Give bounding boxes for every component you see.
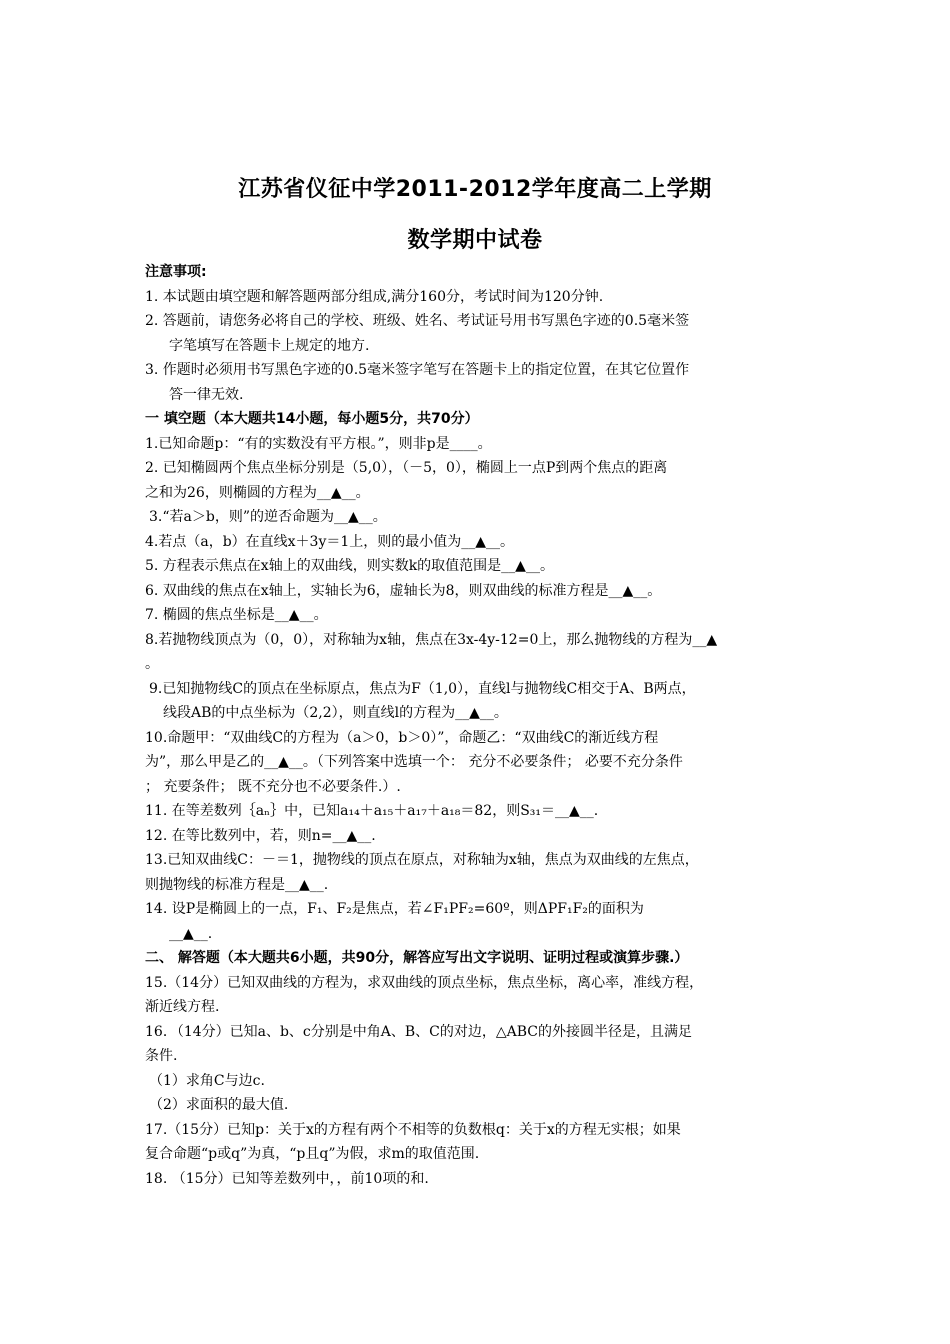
question-10: 10.命题甲：“双曲线C的方程为（a＞0，b＞0）”，命题乙：“双曲线C的渐近线方程 <box>145 729 659 746</box>
question-12: 12. 在等比数列中，若，则n=__▲__. <box>145 827 376 844</box>
question-11: 11. 在等差数列｛aₙ｝中，已知a₁₄＋a₁₅＋a₁₇＋a₁₈＝82，则S₃₁＝__▲__. <box>145 803 599 819</box>
problem-16-part-1: （1）求角C与边c. <box>149 1072 265 1089</box>
question-2-cont: 之和为26，则椭圆的方程为__▲__。 <box>145 484 370 501</box>
exam-subtitle: 数学期中试卷 <box>407 228 543 253</box>
question-14-cont: __▲__. <box>169 925 213 942</box>
question-14: 14. 设P是椭圆上的一点，F₁、F₂是焦点，若∠F₁PF₂=60º，则ΔPF₁F₂的面积为 <box>145 901 644 917</box>
question-4: 4.若点（a，b）在直线x＋3y＝1上，则的最小值为__▲__。 <box>145 533 515 550</box>
question-13-cont: 则抛物线的标准方程是__▲__. <box>145 876 329 893</box>
problem-17: 17.（15分）已知p：关于x的方程有两个不相等的负数根q：关于x的方程无实根；如果 <box>145 1121 681 1138</box>
question-7: 7. 椭圆的焦点坐标是__▲__。 <box>145 607 328 623</box>
problem-16-cont: 条件. <box>145 1048 178 1064</box>
question-2: 2. 已知椭圆两个焦点坐标分别是（5,0），（－5，0），椭圆上一点P到两个焦点的距离 <box>145 460 668 476</box>
exam-body <box>145 260 815 1191</box>
note-2-cont: 字笔填写在答题卡上规定的地方. <box>169 337 370 354</box>
note-2: 2. 答题前，请您务必将自己的学校、班级、姓名、考试证号用书写黑色字迹的0.5毫米签 <box>145 313 690 329</box>
note-1: 1. 本试题由填空题和解答题两部分组成,满分160分，考试时间为120分钟. <box>145 288 604 305</box>
question-10-cont-2: ； 充要条件； 既不充分也不必要条件.）. <box>145 778 401 795</box>
section-1-heading: 一 填空题（本大题共14小题，每小题5分，共70分） <box>145 411 479 427</box>
problem-17-cont: 复合命题“p或q”为真，“p且q”为假，求m的取值范围. <box>145 1146 480 1162</box>
question-8: 8.若抛物线顶点为（0，0），对称轴为x轴，焦点在3x-4y-12=0上，那么抛物线的方程为__▲ <box>145 631 718 648</box>
question-9: 9.已知抛物线C的顶点在坐标原点，焦点为F（1,0），直线l与抛物线C相交于A、B两点， <box>149 680 696 697</box>
question-13: 13.已知双曲线C：－＝1，抛物线的顶点在原点，对称轴为x轴，焦点为双曲线的左焦点， <box>145 852 699 868</box>
question-6: 6. 双曲线的焦点在x轴上，实轴长为6，虚轴长为8，则双曲线的标准方程是__▲__。 <box>145 582 662 599</box>
problem-18: 18. （15分）已知等差数列中，，前10项的和. <box>145 1170 429 1187</box>
question-5: 5. 方程表示焦点在x轴上的双曲线，则实数k的取值范围是__▲__。 <box>145 558 554 574</box>
problem-16: 16．（14分）已知a、b、c分别是中角A、B、C的对边，△ABC的外接圆半径是，且满足 <box>145 1023 693 1040</box>
exam-title: 江苏省仪征中学2011-2012学年度高二上学期 <box>238 177 712 202</box>
notes-heading: 注意事项: <box>145 264 207 280</box>
question-3: 3.“若a＞b，则”的逆否命题为__▲__。 <box>149 509 387 525</box>
question-1: 1.已知命题p：“有的实数没有平方根。”，则非p是____。 <box>145 435 492 452</box>
note-3: 3. 作题时必须用书写黑色字迹的0.5毫米签字笔写在答题卡上的指定位置，在其它位置作 <box>145 362 690 378</box>
section-2-heading: 二、 解答题（本大题共6小题，共90分，解答应写出文字说明、证明过程或演算步骤.） <box>145 950 689 966</box>
problem-15-cont: 渐近线方程. <box>145 999 220 1015</box>
problem-15: 15.（14分）已知双曲线的方程为，求双曲线的顶点坐标，焦点坐标，离心率，准线方程， <box>145 974 704 991</box>
question-8-cont: 。 <box>145 656 159 672</box>
note-3-cont: 答一律无效. <box>169 386 244 403</box>
question-10-cont: 为”，那么甲是乙的__▲__。（下列答案中选填一个： 充分不必要条件； 必要不充分条件 <box>145 754 683 770</box>
question-9-cont: 线段AB的中点坐标为（2,2），则直线l的方程为__▲__。 <box>163 705 508 721</box>
problem-16-part-2: （2）求面积的最大值. <box>149 1097 289 1113</box>
